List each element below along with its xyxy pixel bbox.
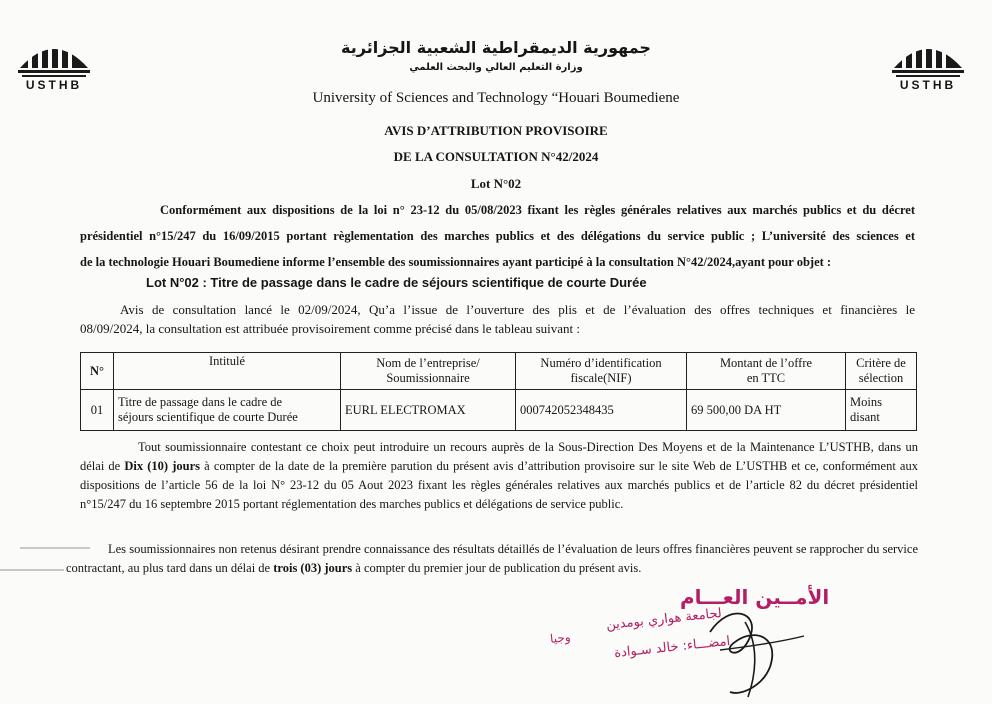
usthb-logo-right — [888, 24, 968, 94]
stamp-fragment: وجيا — [549, 629, 572, 647]
cell-num: 01 — [81, 390, 114, 431]
non-retenus-paragraph: Les soumissionnaires non retenus désirant prendre connaissance des résultats détaillés de l’évaluation de leurs offres financières peuvent se rapprocher du service contractant, au plus tard dans un délai de trois (03) jours à compter du premier jour de publication du présent avis. — [66, 542, 918, 575]
intro-line-1: Conformément aux dispositions de la loi n° 23-12 du 05/08/2023 fixant les règles générales relatives aux marchés publics et du décret — [160, 203, 915, 217]
header-entreprise: Nom de l’entreprise/ Soumissionnaire — [341, 353, 516, 390]
usthb-logo-left — [14, 24, 94, 94]
cell-entreprise: EURL ELECTROMAX — [341, 390, 516, 431]
recours-paragraph: Tout soumissionnaire contestant ce choix peut introduire un recours auprès de la Sous-Direction Des Moyens et de la Maintenance L’USTHB, dans un délai de Dix (10) jours à compter de la date de la première parution du présent avis d’attribution provisoire sur le site Web de L’USTHB et ce, conformément aux dispositions de l’article 56 de la loi N° 23-12 du 05 Aout 2023 fixant les règles générales relatives aux marchés publics et de l’article 82 du décret présidentiel n°15/247 du 16 septembre 2015 portant réglementation des marches publics et délégations de service public. — [80, 440, 918, 511]
cell-nif: 000742052348435 — [516, 390, 687, 431]
stamp-institution: لجامعة هواري بومدين — [605, 605, 723, 634]
arabic-ministry-heading: وزارة التعليم العالي والبحث العلمي — [409, 62, 583, 73]
stamp-signatory: امضـــاء: خالد سـوادة — [613, 633, 731, 662]
consultation-number: DE LA CONSULTATION N°42/2024 — [393, 149, 599, 164]
attribution-table — [80, 352, 917, 431]
consultation-line-2: 08/09/2024, la consultation est attribuée provisoirement comme précisé dans le tableau suivant : — [80, 321, 581, 336]
stamp-title: الأمــين العـــام — [680, 585, 830, 609]
header-montant: Montant de l’offre en TTC — [687, 353, 846, 390]
logo-text: USTHB — [25, 78, 83, 92]
cell-intitule: Titre de passage dans le cadre de séjours scientifique de courte Durée — [114, 390, 341, 431]
header-intitule: Intitulé — [114, 353, 341, 390]
header-critere: Critère de sélection — [846, 353, 917, 390]
table-row — [81, 390, 917, 431]
cell-critere: Moins disant — [846, 390, 917, 431]
cell-montant: 69 500,00 DA HT — [687, 390, 846, 431]
lot-number: Lot N°02 — [470, 176, 522, 191]
scan-smudge — [0, 569, 64, 571]
handwritten-signature-icon — [700, 592, 810, 700]
header-num: N° — [81, 353, 114, 390]
arabic-republic-heading: جمهورية الديمقراطية الشعبية الجزائرية — [341, 38, 651, 57]
table-header-row — [81, 353, 917, 390]
header-nif: Numéro d’identification fiscale(NIF) — [516, 353, 687, 390]
university-name: University of Sciences and Technology “Houari Boumediene — [312, 90, 680, 106]
document-title: AVIS D’ATTRIBUTION PROVISOIRE — [384, 123, 608, 138]
logo-text: USTHB — [899, 78, 957, 92]
intro-line-2: présidentiel n°15/247 du 16/09/2015 portant règlementation des marches publics et des délégations du service public ; L’université des sciences et — [80, 229, 915, 243]
intro-line-3: de la technologie Houari Boumediene informe l’ensemble des soumissionnaires ayant participé à la consultation N°42/2024,ayant pour objet : — [80, 255, 832, 269]
lot-object: Lot N°02 : Titre de passage dans le cadre de séjours scientifique de courte Durée — [146, 275, 647, 290]
consultation-line-1: Avis de consultation lancé le 02/09/2024, Qu’a l’issue de l’ouverture des plis et de l’évaluation des offres techniques et financières le — [120, 302, 915, 317]
